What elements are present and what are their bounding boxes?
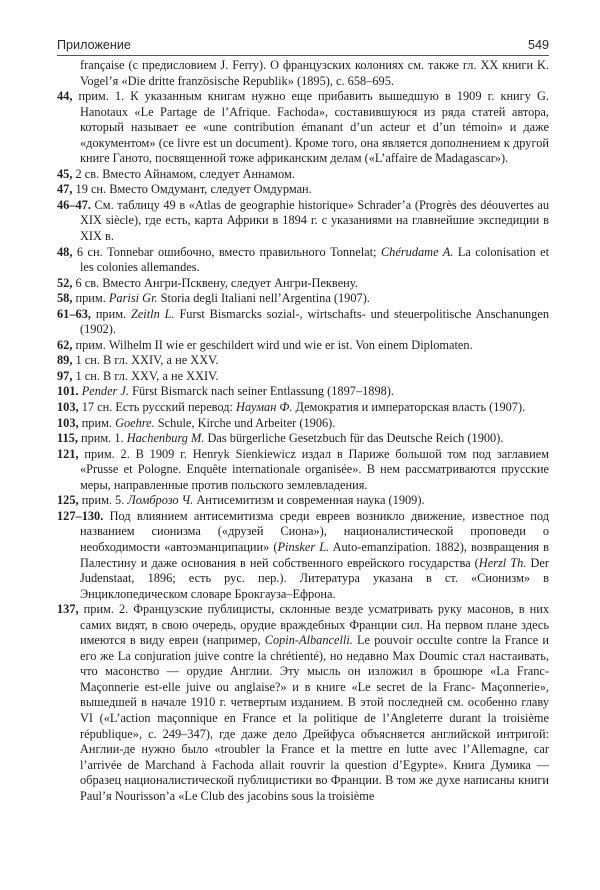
errata-entry	[57, 276, 549, 292]
errata-entry	[57, 89, 549, 167]
errata-entry	[57, 493, 549, 509]
entry-reference: 101.	[57, 384, 79, 399]
errata-entry	[57, 447, 549, 494]
entry-text: Демократия и императорская власть (1907).	[292, 400, 526, 415]
errata-entry	[57, 167, 549, 183]
entry-text: 6 сн. Tonnebar ошибочно, вместо правильного Tonnelat;	[72, 244, 381, 259]
entry-text: прим.	[78, 415, 116, 430]
entry-text: Fürst Bismarck nach seiner Entlassung (1897–1898).	[129, 384, 395, 399]
errata-entry	[57, 182, 549, 198]
entry-text: 1 сн. В гл. XXV, а не XXIV.	[72, 368, 219, 383]
errata-entry	[57, 338, 549, 354]
entry-text: Das bürgerliche Gesetzbuch für das Deutsche Reich (1900).	[204, 431, 504, 446]
entry-author: Pender J.	[81, 384, 129, 399]
entry-text: 17 сн. Есть русский перевод:	[78, 400, 237, 415]
entry-text: прим. 1.	[77, 431, 127, 446]
errata-entry	[57, 602, 549, 804]
running-header	[57, 38, 549, 56]
errata-entry	[57, 307, 549, 338]
errata-entry	[57, 245, 549, 276]
entry-text: прим. Wilhelm II wie er geschildert wird und wie er ist. Von einem Diplomaten.	[72, 337, 473, 352]
entry-reference: 103,	[57, 415, 79, 430]
entry-reference: 44,	[57, 89, 73, 104]
entry-reference: 103,	[57, 400, 79, 415]
entry-author: Hachenburg M.	[126, 431, 205, 446]
entry-text: La colonisation et les colonies allemandes.	[80, 244, 549, 275]
errata-entry	[57, 384, 549, 400]
entry-reference: 121,	[57, 446, 79, 461]
entry-reference: 48,	[57, 244, 73, 259]
entry-author: Herzl Th.	[478, 555, 527, 570]
entry-reference: 115,	[57, 431, 78, 446]
entry-reference: 62,	[57, 337, 73, 352]
entry-text: прим. 1. К указанным книгам нужно еще прибавить вышедшую в 1909 г. книгу G. Hanotaux «Le Partage de l’Afrique. Fachoda», составившуюся из ряда статей автора, который называет ее «une contribution émanant d’un acteur et d’un témoin» и даже «документом» (ce livre est un document). Кроме того, она является дополнением к другой книге Ганото, посвященной тоже африканским делам («L’affaire de Madagascar»).	[72, 89, 549, 166]
entry-reference: 45,	[57, 166, 73, 181]
errata-entry	[57, 431, 549, 447]
entry-author: Goehre.	[115, 415, 155, 430]
entry-reference: 61–63,	[57, 306, 91, 321]
entry-text: Storia degli Italiani nell’Argentina (1907).	[157, 291, 370, 306]
entry-text: Под влиянием антисемитизма среди евреев возникло движение, известное под названием сионизма («друзей Сиона»), националистической проповеди о необходимости «автоэманципации» (	[80, 508, 549, 554]
entry-reference: 137,	[57, 602, 79, 617]
entry-reference: 52,	[57, 275, 73, 290]
entry-text: прим. 5.	[78, 493, 128, 508]
entry-text: Антисемитизм и современная наука (1909).	[193, 493, 425, 508]
errata-entry	[57, 369, 549, 385]
entry-text: прим.	[72, 291, 109, 306]
entry-author: Parisi Gr.	[108, 291, 158, 306]
errata-entry	[57, 400, 549, 416]
errata-entry	[57, 416, 549, 432]
entry-author: Pinsker L.	[277, 539, 330, 554]
entry-text: прим.	[90, 306, 131, 321]
errata-entry	[57, 58, 549, 89]
entry-reference: 89,	[57, 353, 73, 368]
errata-entry	[57, 291, 549, 307]
errata-list	[57, 58, 549, 804]
entry-text: française (с предисловием J. Ferry). О французских колониях см. также гл. XX книги K. Vogel’я «Die dritte französische Republik» (1895), с. 658–695.	[80, 58, 549, 88]
entry-text: Le pouvoir occulte contre la France и его же La conjuration juive contre la chrétienté), но недавно Max Doumic стал настаивать, что масонство — орудие Англии. Эту мысль он изложил в брошюре «La Franc-Maçonnerie est-elle juive ou anglaise?» и в книге «Le secret de la Franc- Maçonnerie», вышедшей в начале 1910 г. четвертым изданием. В этой последней см. особенно главу VI («L’action maçonnique en France et la politique de l’Angleterre durant la troisième république», с. 249–347), где даже дело Дрейфуса объясняется английской интригой: Англии-де нужно было «troubler la France et la mettre en lutte avec l’Allemagne, car l’arrivée de Marchand à Fachoda allait rouvrir la question d’Egypte». Книга Думика — образец националистической публицистики во Франции. В том же духе написаны книги Paul’я Nourisson’a «Le Club des jacobins sous la troisième	[80, 633, 549, 803]
page-number: 549	[527, 38, 549, 52]
entry-text: Schule, Kirche und Arbeiter (1906).	[154, 415, 336, 430]
errata-entry	[57, 353, 549, 369]
entry-text: Auto-emanzipation. 1882), возвращения в Палестину и даже основания в ней собственного еврейского государства (	[80, 539, 549, 570]
entry-reference: 127–130.	[57, 508, 104, 523]
entry-author: Chérudame A.	[380, 244, 454, 259]
entry-author: Zeitln L.	[130, 306, 175, 321]
entry-text: 1 сн. В гл. XXIV, а не XXV.	[72, 353, 219, 368]
entry-text: 2 св. Вместо Айнамом, следует Аннамом.	[72, 166, 295, 181]
entry-text: Furst Bismarcks sozial-, wirtschafts- und steuerpolitische Anschanungen (1902).	[80, 306, 550, 337]
entry-text: 6 св. Вместо Ангри-Псквену, следует Ангри-Пеквену.	[72, 275, 358, 290]
entry-reference: 46–47.	[57, 197, 91, 212]
entry-text: прим. 2. В 1909 г. Henryk Sienkiewicz издал в Париже большой том под заглавием «Prusse et Pologne. Enquête internationale organisée». В нем рассматриваются прусские меры, направленные против польского землевладения.	[78, 446, 549, 492]
entry-text: См. таблицу 49 в «Atlas de geographie historique» Schrader’a (Progrès des déouvertes au XIX siècle), где есть, карта Африки в 1894 г. с указаниями на главнейшие экспедиции в XIX в.	[80, 197, 549, 244]
entry-text: прим. 2. Французские публицисты, склонные везде усматривать руку масонов, в них самих видят, в свою очередь, орудие враждебных Франции сил. На первом плане здесь имеются в виду евреи (например,	[78, 602, 549, 648]
entry-reference: 125,	[57, 493, 79, 508]
errata-entry	[57, 509, 549, 602]
entry-author: Ломброзо Ч.	[127, 493, 194, 508]
entry-reference: 47,	[57, 182, 73, 197]
entry-text: Der Judenstaat, 1896; есть рус. пер.). Литература указана в ст. «Сионизм» в Энциклопедическом словаре Брокгауза–Ефрона.	[80, 555, 550, 601]
entry-reference: 58,	[57, 291, 73, 306]
entry-reference: 97,	[57, 368, 73, 383]
entry-author: Copin-Albancelli.	[264, 633, 353, 648]
errata-entry	[57, 198, 549, 245]
entry-author: Науман Ф.	[236, 400, 293, 415]
entry-text: 19 сн. Вместо Омдумант, следует Омдурман.	[72, 182, 312, 197]
section-title: Приложение	[57, 38, 131, 52]
